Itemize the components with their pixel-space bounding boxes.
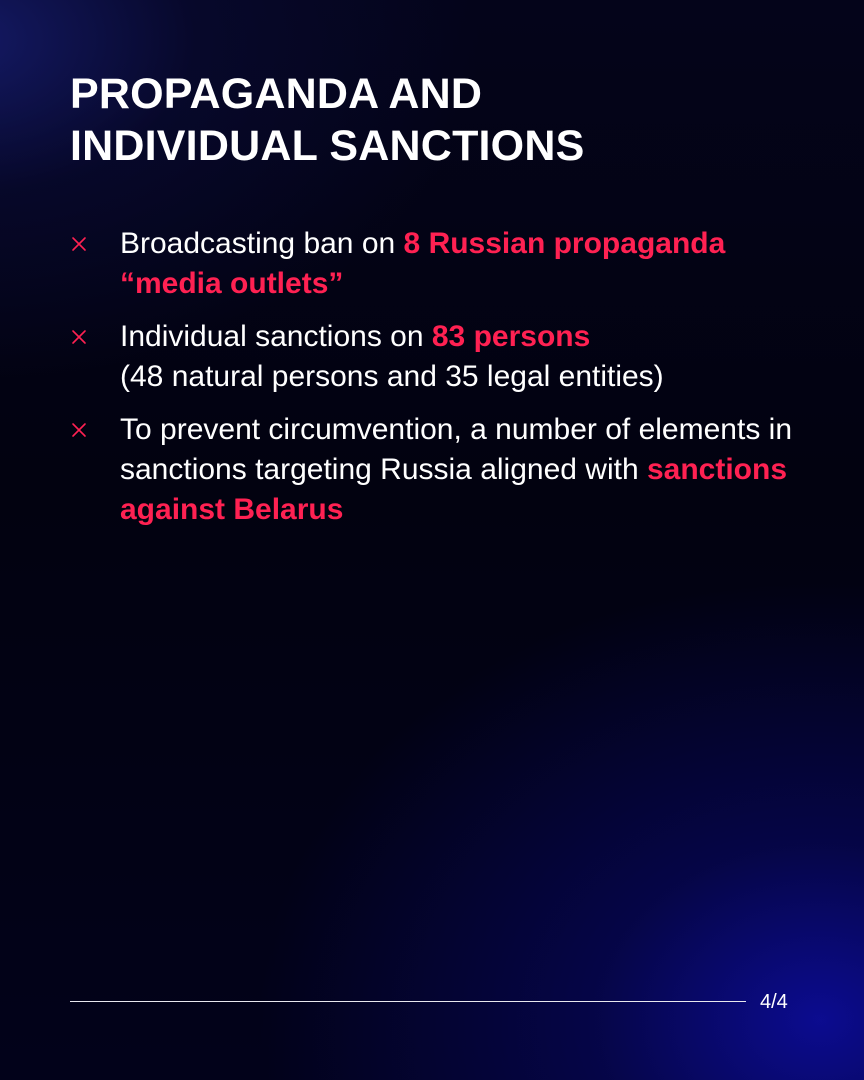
list-item-highlight: 8 Russian propaganda “media outlets” <box>120 227 726 300</box>
slide-title-line-2: INDIVIDUAL SANCTIONS <box>70 122 585 170</box>
cross-icon <box>70 224 90 264</box>
slide-title-line-1: PROPAGANDA AND <box>70 70 483 118</box>
list-item-text: Broadcasting ban on <box>120 227 404 260</box>
list-item-text: Individual sanctions on <box>120 320 432 353</box>
list-item <box>70 224 810 304</box>
list-item-highlight: 83 persons <box>431 320 591 353</box>
cross-icon <box>70 410 90 450</box>
list-item-subtext: (48 natural persons and 35 legal entities) <box>120 360 664 393</box>
list-item <box>70 410 810 530</box>
footer-divider <box>70 1001 746 1002</box>
cross-icon <box>70 317 90 357</box>
list-item-highlight: sanctions against Belarus <box>120 453 788 526</box>
slide-title <box>70 68 770 172</box>
list-item-text: To prevent circumvention, a number of elements in sanctions targeting Russia aligned with <box>120 413 792 486</box>
page-indicator: 4/4 <box>760 991 788 1013</box>
bullet-list <box>70 224 810 543</box>
list-item <box>70 317 810 397</box>
